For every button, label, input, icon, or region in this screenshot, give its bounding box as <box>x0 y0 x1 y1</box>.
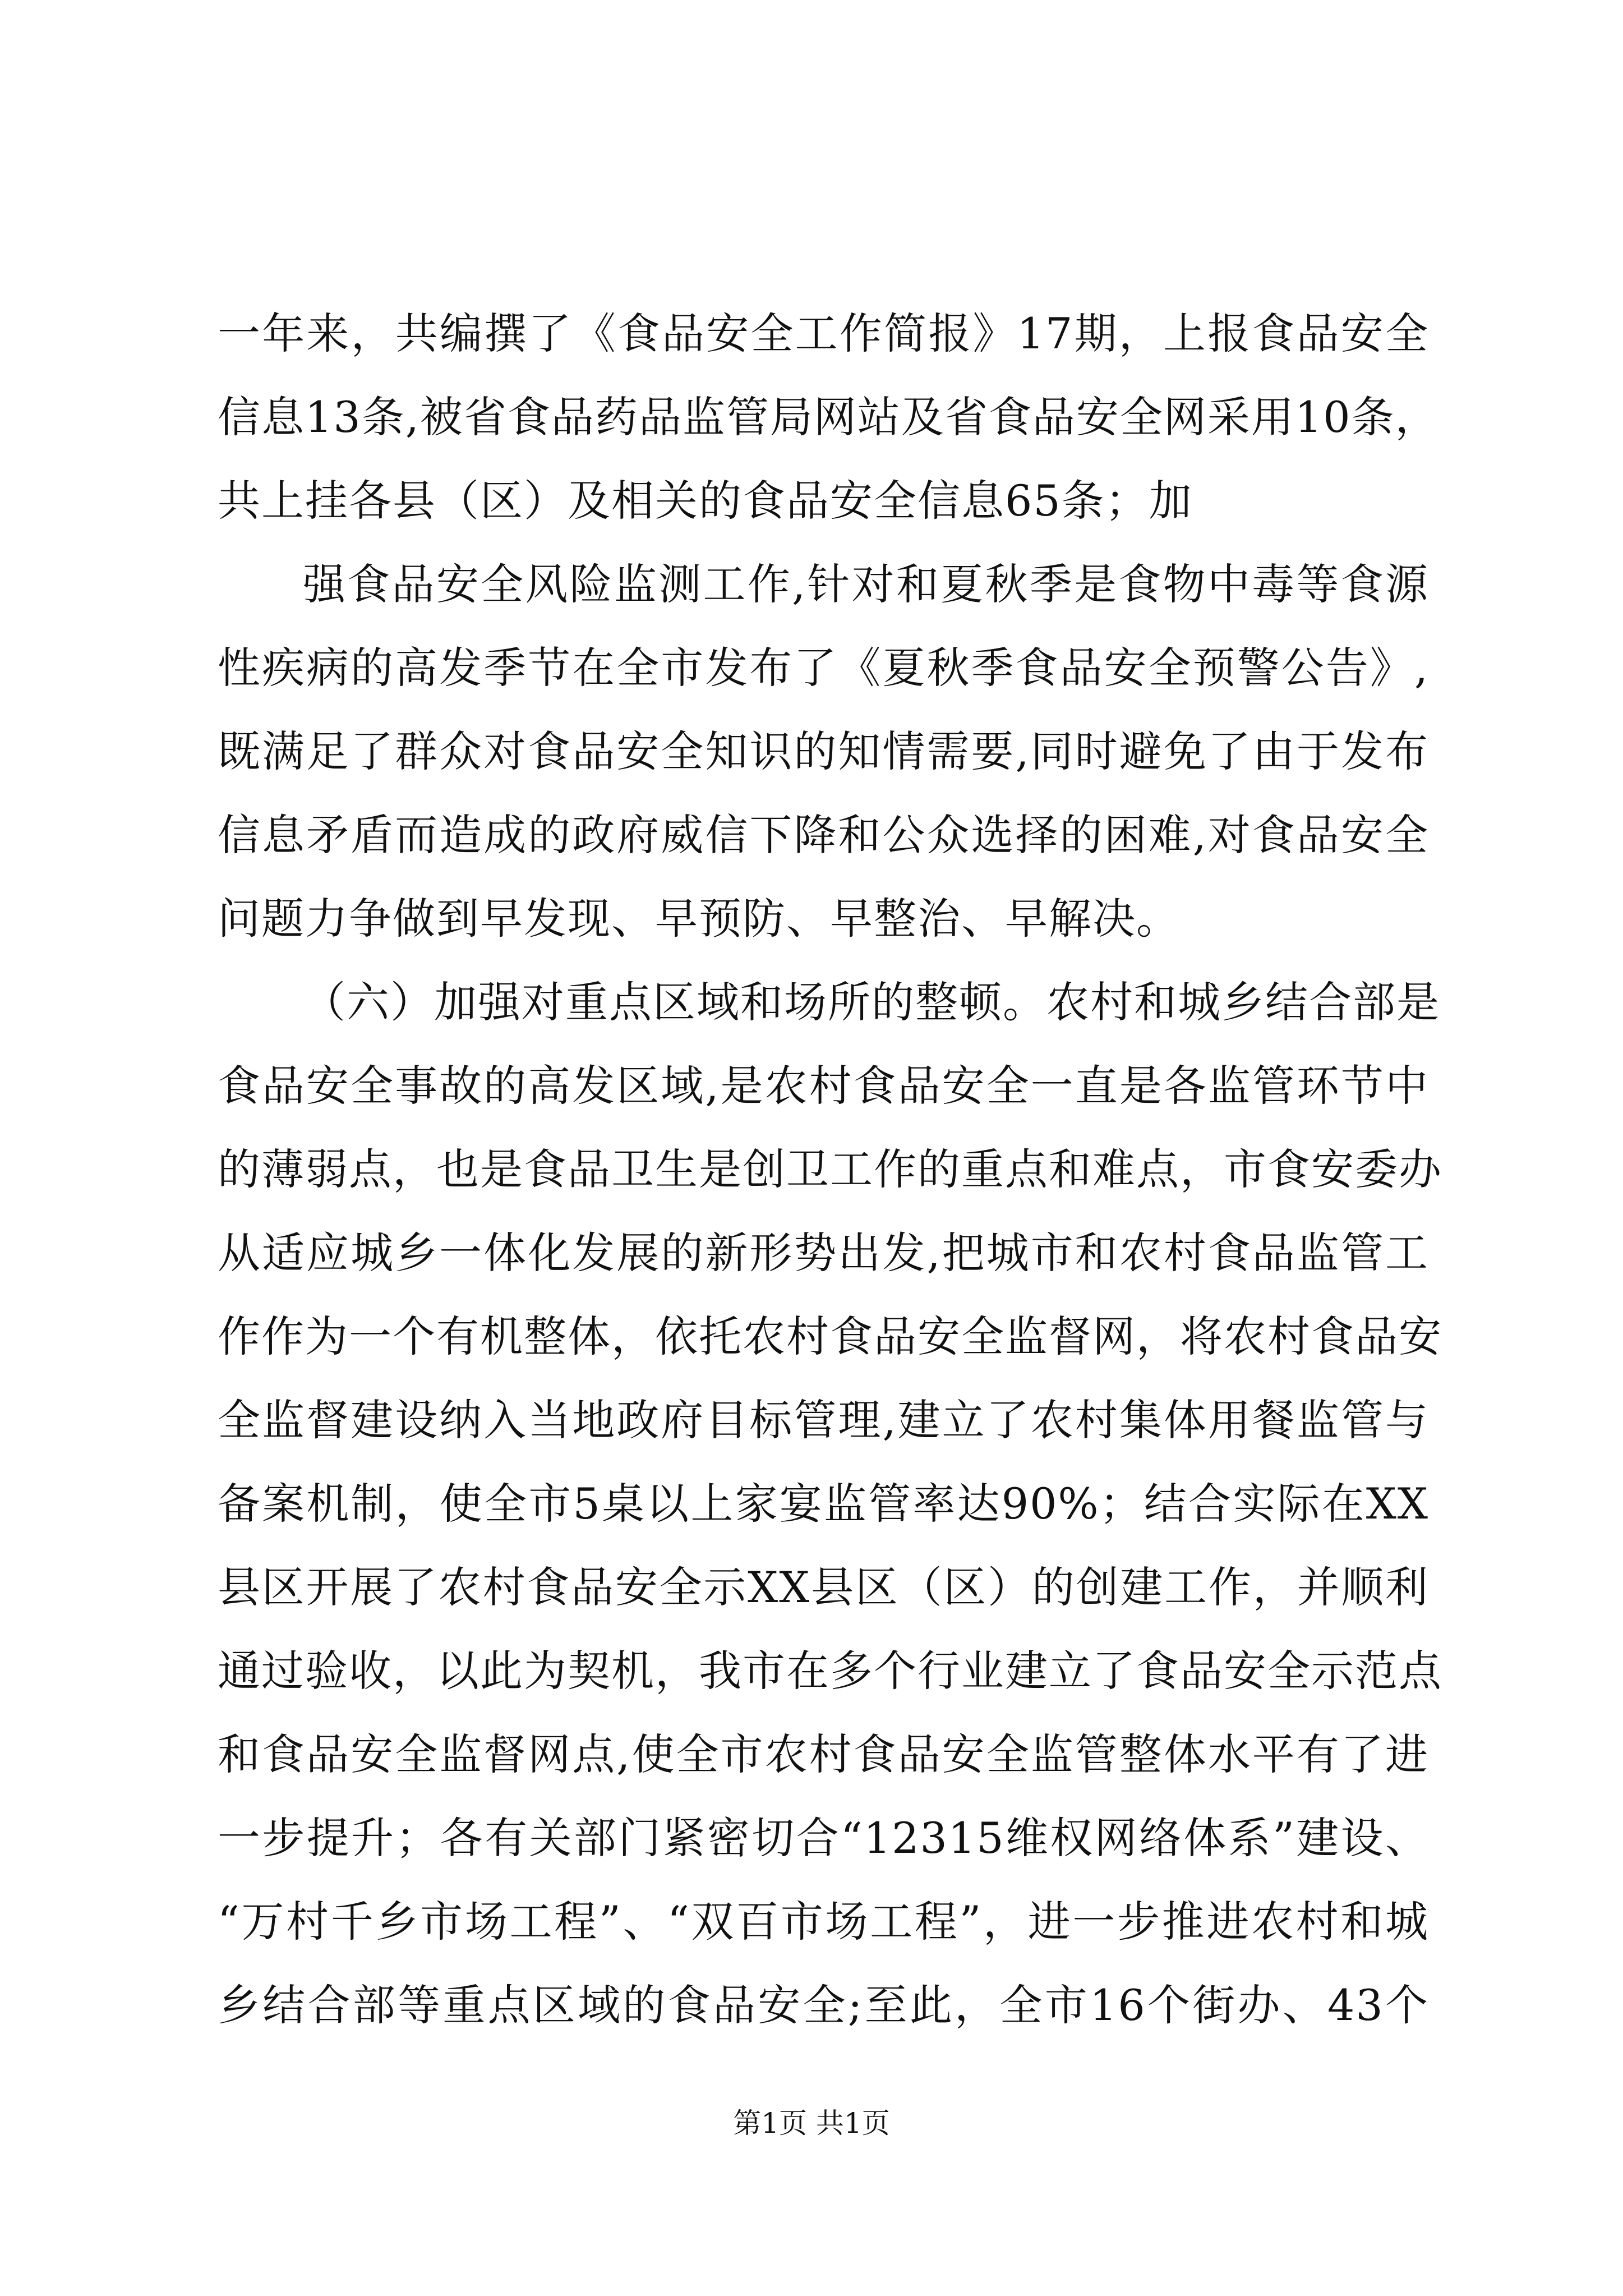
text-line: 全监督建设纳入当地政府目标管理,建立了农村集体用餐监管与 <box>218 1395 1429 1445</box>
text-line: 性疾病的高发季节在全市发布了《夏秋季食品安全预警公告》, <box>218 643 1429 693</box>
text-line: 共上挂各县（区）及相关的食品安全信息65条；加 <box>218 476 1193 526</box>
text-line: 强食品安全风险监测工作,针对和夏秋季是食物中毒等食源 <box>303 559 1429 609</box>
text-line: （六）加强对重点区域和场所的整顿。农村和城乡结合部是 <box>303 977 1440 1027</box>
text-line: 从适应城乡一体化发展的新形势出发,把城市和农村食品监管工 <box>218 1228 1429 1278</box>
text-line: 的薄弱点，也是食品卫生是创卫工作的重点和难点，市食安委办 <box>218 1144 1442 1194</box>
document-body <box>218 292 1442 2047</box>
text-line: 既满足了群众对食品安全知识的知情需要,同时避免了由于发布 <box>218 726 1429 776</box>
text-line: 食品安全事故的高发区域,是农村食品安全一直是各监管环节中 <box>218 1061 1429 1111</box>
text-line: 一步提升；各有关部门紧密切合“12315维权网络体系”建设、 <box>218 1813 1429 1863</box>
text-line: 问题力争做到早发现、早预防、早整治、早解决。 <box>218 894 1180 944</box>
text-line: 一年来，共编撰了《食品安全工作简报》17期，上报食品安全 <box>218 309 1429 358</box>
text-line: 县区开展了农村食品安全示XX县区（区）的创建工作，并顺利 <box>218 1562 1429 1612</box>
page-footer: 第1页 共1页 <box>733 2107 890 2139</box>
text-line: 和食品安全监督网点,使全市农村食品安全监管整体水平有了进 <box>218 1729 1429 1779</box>
text-line: “万村千乡市场工程”、“双百市场工程”，进一步推进农村和城 <box>218 1897 1429 1947</box>
text-line: 通过验收，以此为契机，我市在多个行业建立了食品安全示范点 <box>218 1646 1442 1696</box>
text-line: 备案机制，使全市5桌以上家宴监管率达90%；结合实际在XX <box>218 1479 1429 1529</box>
text-line: 作作为一个有机整体，依托农村食品安全监督网，将农村食品安 <box>218 1312 1442 1361</box>
text-line: 乡结合部等重点区域的食品安全;至此，全市16个街办、43个 <box>218 1980 1429 2030</box>
text-line: 信息13条,被省食品药品监管局网站及省食品安全网采用10条， <box>218 392 1439 442</box>
text-line: 信息矛盾而造成的政府威信下降和公众选择的困难,对食品安全 <box>218 810 1429 860</box>
